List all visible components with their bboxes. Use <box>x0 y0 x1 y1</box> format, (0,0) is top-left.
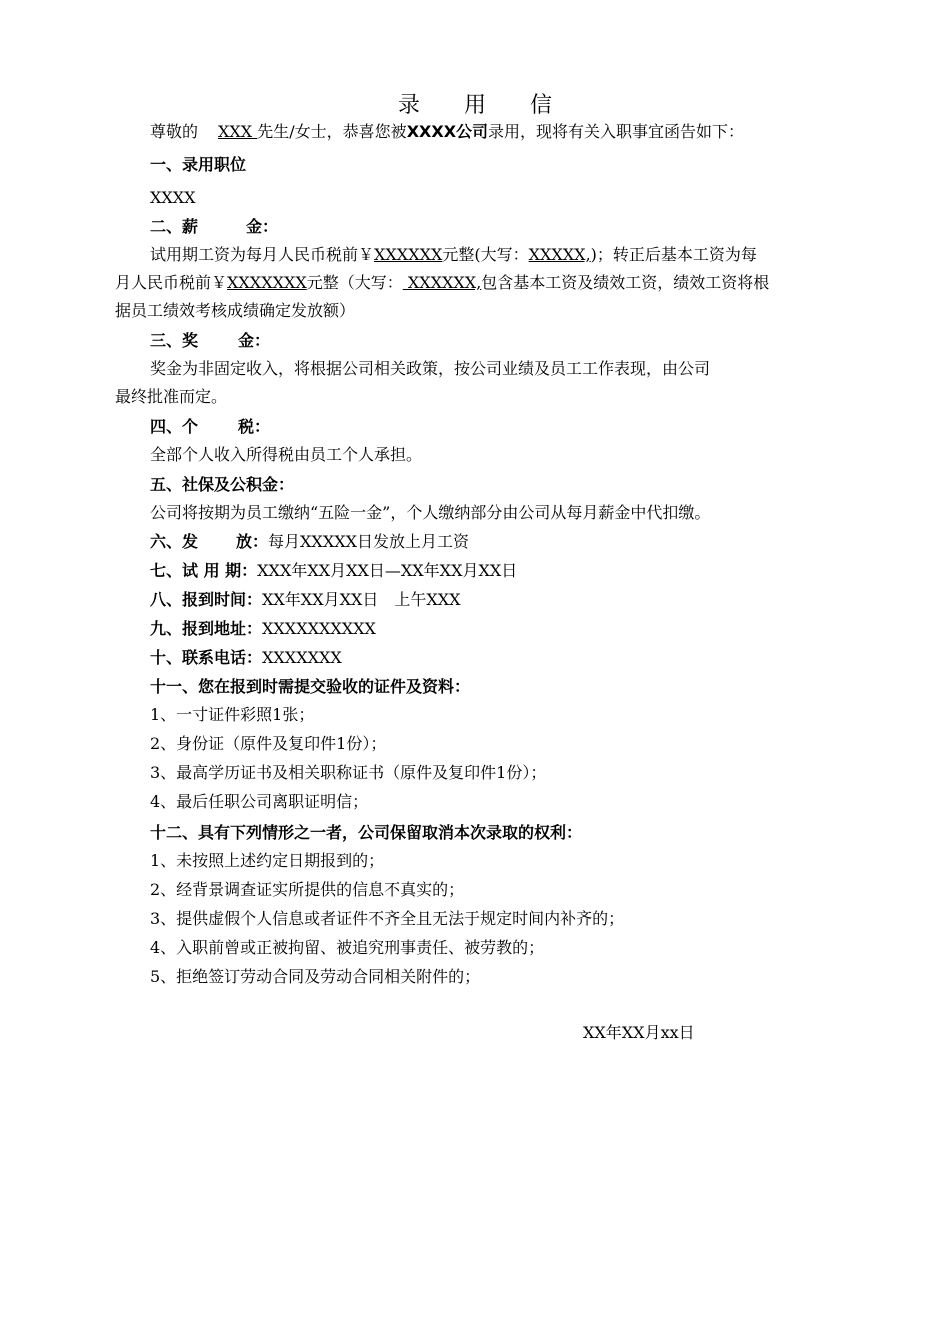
heading-part: 十、联系电话： <box>150 648 263 667</box>
contact-phone-line <box>150 647 342 669</box>
text: 元整（大写： <box>306 273 403 292</box>
contact-phone-value: XXXXXXX <box>262 648 342 667</box>
list-item: 3、最高学历证书及相关职称证书（原件及复印件1份）； <box>150 763 547 782</box>
section-heading <box>150 330 270 352</box>
salary-line-3: 据员工绩效考核成绩确定发放额） <box>115 301 356 320</box>
heading-part: 二、薪 <box>150 217 199 236</box>
heading-part: 税： <box>238 417 271 436</box>
heading-part: 四、个 <box>150 417 199 436</box>
list-item: 4、入职前曾或正被拘留、被追究刑事责任、被劳教的； <box>150 938 545 957</box>
greeting-rest: 录用，现将有关入职事宜函告如下： <box>488 122 745 141</box>
heading-part: 九、报到地址： <box>150 619 263 638</box>
tax-line: 全部个人收入所得税由员工个人承担。 <box>150 445 423 464</box>
bonus-line-2: 最终批准而定。 <box>115 387 228 406</box>
section-heading <box>150 216 278 238</box>
greeting-line <box>150 121 744 143</box>
payday-line <box>150 531 469 553</box>
heading-part: 放： <box>236 532 269 551</box>
regular-amount: XXXXXXX <box>227 273 307 292</box>
text: 试用期工资为每月人民币税前￥ <box>150 245 375 264</box>
heading-part: 八、报到时间： <box>150 590 263 609</box>
report-address-line <box>150 618 376 640</box>
probation-amount: XXXXXX <box>374 245 443 264</box>
probation-amount-caps: XXXXX, <box>528 245 591 264</box>
text: 月人民币税前￥ <box>115 273 228 292</box>
page-title <box>0 88 950 119</box>
section-heading: 一、录用职位 <box>150 155 247 174</box>
report-time-line <box>150 589 461 611</box>
list-item: 1、未按照上述约定日期报到的； <box>150 851 385 870</box>
greeting-prefix: 尊敬的 <box>150 122 199 141</box>
letter-date: XX年XX月xx日 <box>583 1023 695 1042</box>
greeting-title: 先生/女士，恭喜您被 <box>257 122 407 141</box>
heading-part: 金： <box>246 217 279 236</box>
list-item: 1、一寸证件彩照1张； <box>150 705 315 724</box>
company-name: XXXX公司 <box>406 122 489 141</box>
salary-line-1 <box>150 244 757 266</box>
salary-line-2 <box>115 272 769 294</box>
heading-part: 六、发 <box>150 532 199 551</box>
text: 元整(大写： <box>442 245 529 264</box>
report-time-value: XX年XX月XX日 上午XXX <box>262 590 461 609</box>
position-value: XXXX <box>150 188 196 207</box>
title-char: 用 <box>463 93 486 118</box>
report-address-value: XXXXXXXXXX <box>262 619 376 638</box>
insurance-line: 公司将按期为员工缴纳“五险一金”，个人缴纳部分由公司从每月薪金中代扣缴。 <box>150 503 711 522</box>
heading-part: 三、奖 <box>150 331 199 350</box>
section-heading: 十二、具有下列情形之一者，公司保留取消本次录取的权利： <box>150 823 583 842</box>
title-char: 录 <box>397 93 420 118</box>
section-heading <box>150 416 270 438</box>
list-item: 4、最后任职公司离职证明信； <box>150 792 369 811</box>
probation-line <box>150 560 517 582</box>
bonus-line-1: 奖金为非固定收入，将根据公司相关政策，按公司业绩及员工工作表现，由公司 <box>150 359 711 378</box>
section-heading: 五、社保及公积金： <box>150 475 295 494</box>
title-char: 信 <box>530 93 553 118</box>
payday-value: 每月XXXXX日发放上月工资 <box>268 532 469 551</box>
list-item: 5、拒绝签订劳动合同及劳动合同相关附件的； <box>150 967 481 986</box>
list-item: 2、经背景调查证实所提供的信息不真实的； <box>150 880 465 899</box>
candidate-name: XXX <box>218 122 258 141</box>
heading-part: 金： <box>238 331 271 350</box>
list-item: 2、身份证（原件及复印件1份）； <box>150 734 387 753</box>
text: 包含基本工资及绩效工资，绩效工资将根 <box>481 273 770 292</box>
regular-amount-caps: XXXXXX, <box>402 273 482 292</box>
heading-part: 七、试 用 期： <box>150 561 258 580</box>
probation-value: XXX年XX月XX日—XX年XX月XX日 <box>257 561 518 580</box>
list-item: 3、提供虚假个人信息或者证件不齐全且无法于规定时间内补齐的； <box>150 909 625 928</box>
section-heading: 十一、您在报到时需提交验收的证件及资料： <box>150 677 471 696</box>
text: )；转正后基本工资为每 <box>590 245 757 264</box>
